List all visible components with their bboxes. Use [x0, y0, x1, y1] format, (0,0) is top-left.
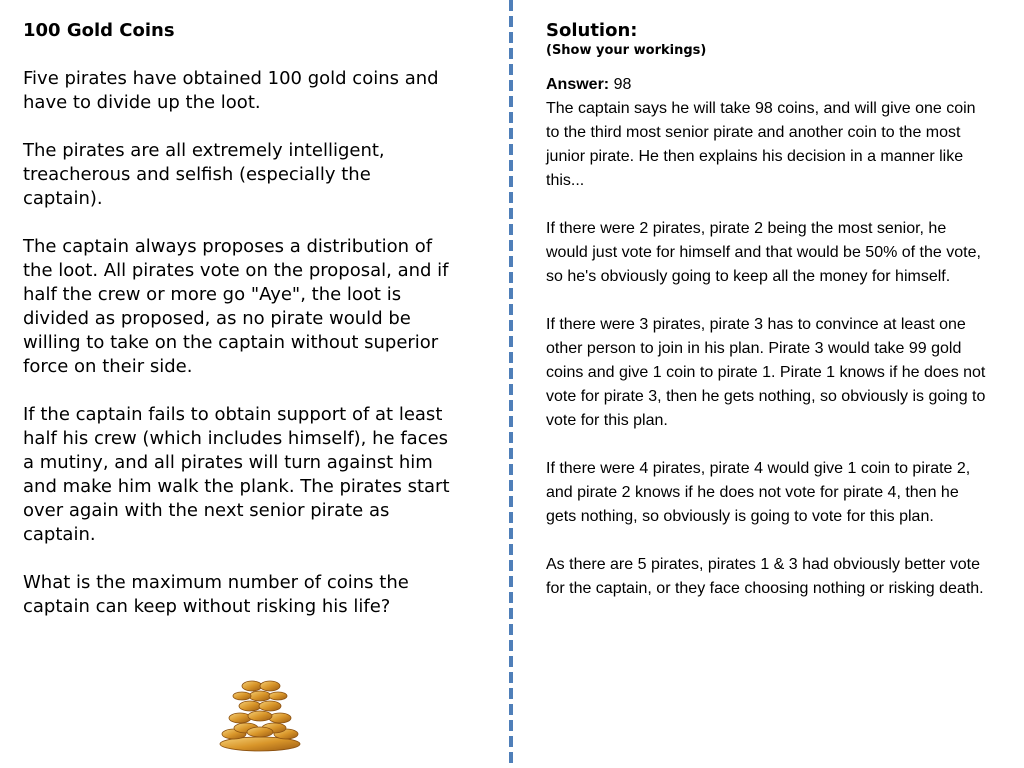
answer-value: 98: [613, 76, 632, 93]
solution-paragraph: As there are 5 pirates, pirates 1 & 3 had obviously better vote for the captain, or they face choosing nothing or risking death.: [546, 556, 984, 597]
puzzle-paragraph: If the captain fails to obtain support of at least half his crew (which includes himself), he faces a mutiny, and all pirates will turn against him and make him walk the plank. The pirates start over again with the next senior pirate as captain.: [23, 404, 450, 545]
solution-paragraph: The captain says he will take 98 coins, and will give one coin to the third most senior pirate and another coin to the most junior pirate. He then explains his decision in a manner like this...: [546, 100, 976, 189]
puzzle-paragraph: Five pirates have obtained 100 gold coins and have to divide up the loot.: [23, 68, 439, 113]
puzzle-paragraph: The pirates are all extremely intelligent, treacherous and selfish (especially the captain).: [23, 140, 385, 209]
solution-paragraph: If there were 2 pirates, pirate 2 being the most senior, he would just vote for himself and that would be 50% of the vote, so he's obviously going to keep all the money for himself.: [546, 220, 981, 285]
dashed-divider: [509, 0, 513, 768]
gold-coins-icon: [212, 672, 308, 752]
solution-subheading: (Show your workings): [546, 43, 707, 58]
solution-body: [546, 97, 986, 601]
puzzle-title: 100 Gold Coins: [23, 20, 175, 41]
puzzle-panel: [23, 19, 453, 619]
answer-line: [546, 73, 986, 97]
solution-paragraph: If there were 3 pirates, pirate 3 has to convince at least one other person to join in his plan. Pirate 3 would take 99 gold coins and give 1 coin to pirate 1. Pirate 1 knows if he does not vote for pirate 3, then he gets nothing, so obviously is going to vote for this plan.: [546, 316, 986, 429]
solution-heading: Solution:: [546, 20, 638, 41]
puzzle-question: What is the maximum number of coins the captain can keep without risking his life?: [23, 572, 409, 617]
solution-panel: [546, 19, 986, 625]
solution-paragraph: If there were 4 pirates, pirate 4 would give 1 coin to pirate 2, and pirate 2 knows if he does not vote for pirate 4, then he gets nothing, so obviously is going to vote for this plan.: [546, 460, 971, 525]
puzzle-paragraph: The captain always proposes a distribution of the loot. All pirates vote on the proposal, and if half the crew or more go "Aye", the loot is divided as proposed, as no pirate would be willing to take on the captain without superior force on their side.: [23, 236, 449, 377]
answer-label: Answer:: [546, 76, 610, 93]
